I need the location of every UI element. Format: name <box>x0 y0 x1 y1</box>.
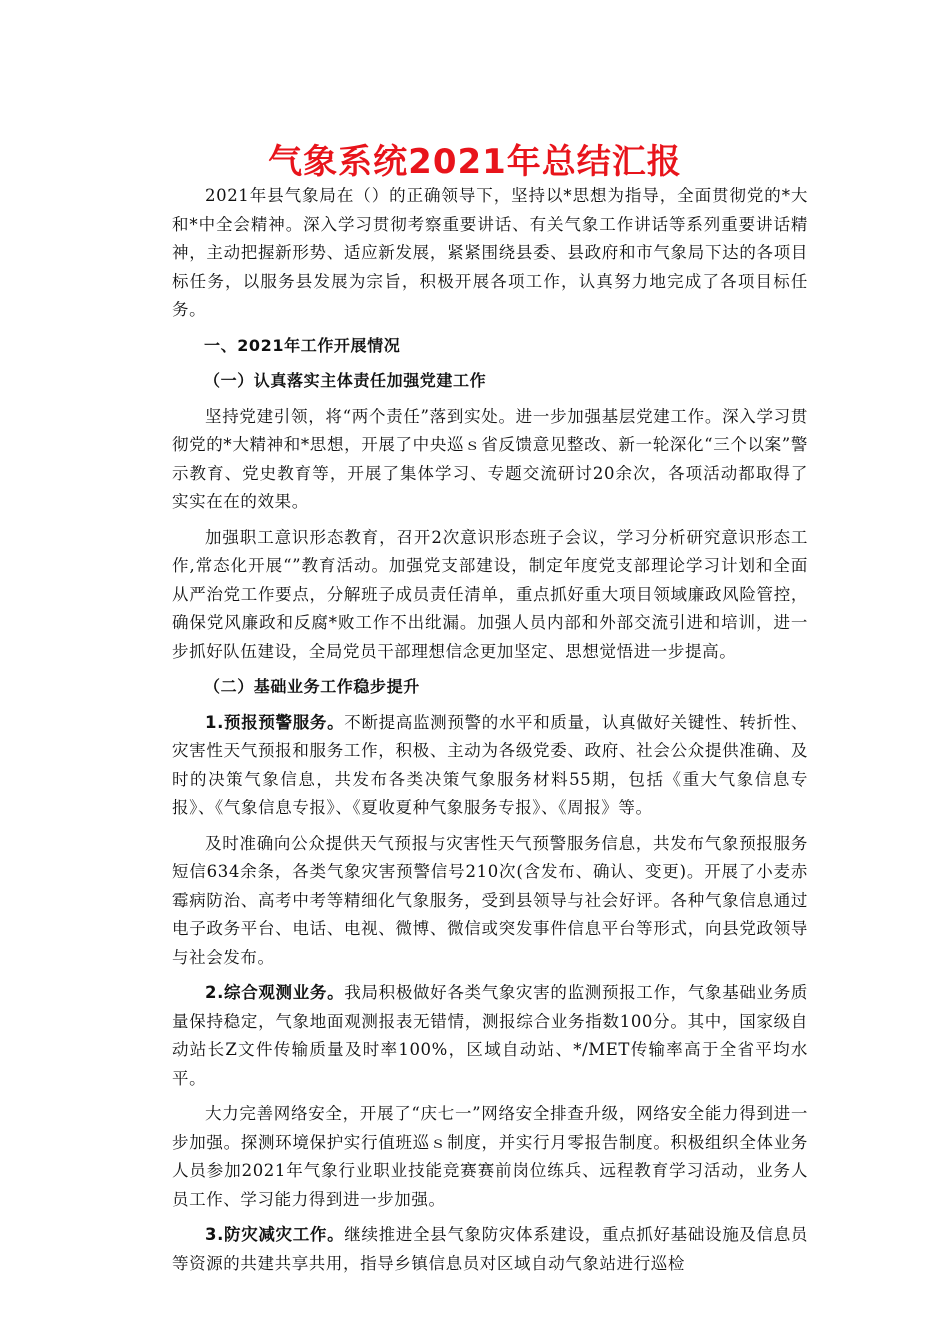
network-security-paragraph: 大力完善网络安全，开展了“庆七一”网络安全排查升级，网络安全能力得到进一步加强。探测环境保护实行值班巡ｓ制度，并实行月零报告制度。积极组织全体业务人员参加2021年气象行业职业技能竞赛赛前岗位练兵、远程教育学习活动，业务人员工作、学习能力得到进一步加强。 <box>172 1104 808 1209</box>
forecast-service-paragraph <box>172 709 808 823</box>
subsection-heading-1: （一）认真落实主体责任加强党建工作 <box>204 371 487 390</box>
intro-paragraph: 2021年县气象局在（）的正确领导下，坚持以*思想为指导，全面贯彻党的*大和*中全会精神。深入学习贯彻考察重要讲话、有关气象工作讲话等系列重要讲话精神，主动把握新形势、适应新发展，紧紧围绕县委、县政府和市气象局下达的各项目标任务，以服务县发展为宗旨，积极开展各项工作，认真努力地完成了各项目标任务。 <box>172 186 808 319</box>
section-heading-1: 一、2021年工作开展情况 <box>204 335 401 355</box>
subsection-heading-2: （二）基础业务工作稳步提升 <box>204 677 420 696</box>
observation-paragraph <box>172 979 808 1093</box>
forecast-public-paragraph: 及时准确向公众提供天气预报与灾害性天气预警服务信息，共发布气象预报服务短信634余条，各类气象灾害预警信号210次(含发布、确认、变更)。开展了小麦赤霉病防治、高考中考等精细化气象服务，受到县领导与社会好评。各种气象信息通过电子政务平台、电话、电视、微博、微信或突发事件信息平台等形式，向县党政领导与社会发布。 <box>172 833 808 967</box>
disaster-prevention-text: 继续推进全县气象防灾体系建设，重点抓好基础设施及信息员等资源的共建共享共用，指导乡镇信息员对区域自动气象站进行巡检 <box>172 1225 809 1273</box>
document-title: 气象系统2021年总结汇报 <box>268 142 682 182</box>
forecast-service-lead: 1.预报预警服务。 <box>205 712 345 732</box>
observation-text: 我局积极做好各类气象灾害的监测预报工作，气象基础业务质量保持稳定，气象地面观测报表无错情，测报综合业务指数100分。其中，国家级自动站长Z文件传输质量及时率100%，区域自动站、*/MET传输率高于全省平均水平。 <box>172 983 809 1088</box>
forecast-service-text: 不断提高监测预警的水平和质量，认真做好关键性、转折性、灾害性天气预报和服务工作，积极、主动为各级党委、政府、社会公众提供准确、及时的决策气象信息，共发布各类决策气象服务材料55期，包括《重大气象信息专报》、《气象信息专报》、《夏收夏种气象服务专报》、《周报》等。 <box>172 712 809 817</box>
party-building-paragraph-1: 坚持党建引领，将“两个责任”落到实处。进一步加强基层党建工作。深入学习贯彻党的*大精神和*思想，开展了中央巡ｓ省反馈意见整改、新一轮深化“三个以案”警示教育、党史教育等，开展了集体学习、专题交流研讨20余次，各项活动都取得了实实在在的效果。 <box>172 406 808 511</box>
party-building-paragraph-2: 加强职工意识形态教育，召开2次意识形态班子会议，学习分析研究意识形态工作,常态化开展“”教育活动。加强党支部建设，制定年度党支部理论学习计划和全面从严治党工作要点，分解班子成员责任清单，重点抓好重大项目领域廉政风险管控，确保党风廉政和反腐*败工作不出纰漏。加强人员内部和外部交流引进和培训，进一步抓好队伍建设，全局党员干部理想信念更加坚定、思想觉悟进一步提高。 <box>172 527 808 661</box>
document-body <box>172 182 808 1278</box>
observation-lead: 2.综合观测业务。 <box>205 983 345 1002</box>
disaster-prevention-paragraph <box>172 1221 808 1278</box>
disaster-prevention-lead: 3.防灾减灾工作。 <box>205 1225 345 1244</box>
